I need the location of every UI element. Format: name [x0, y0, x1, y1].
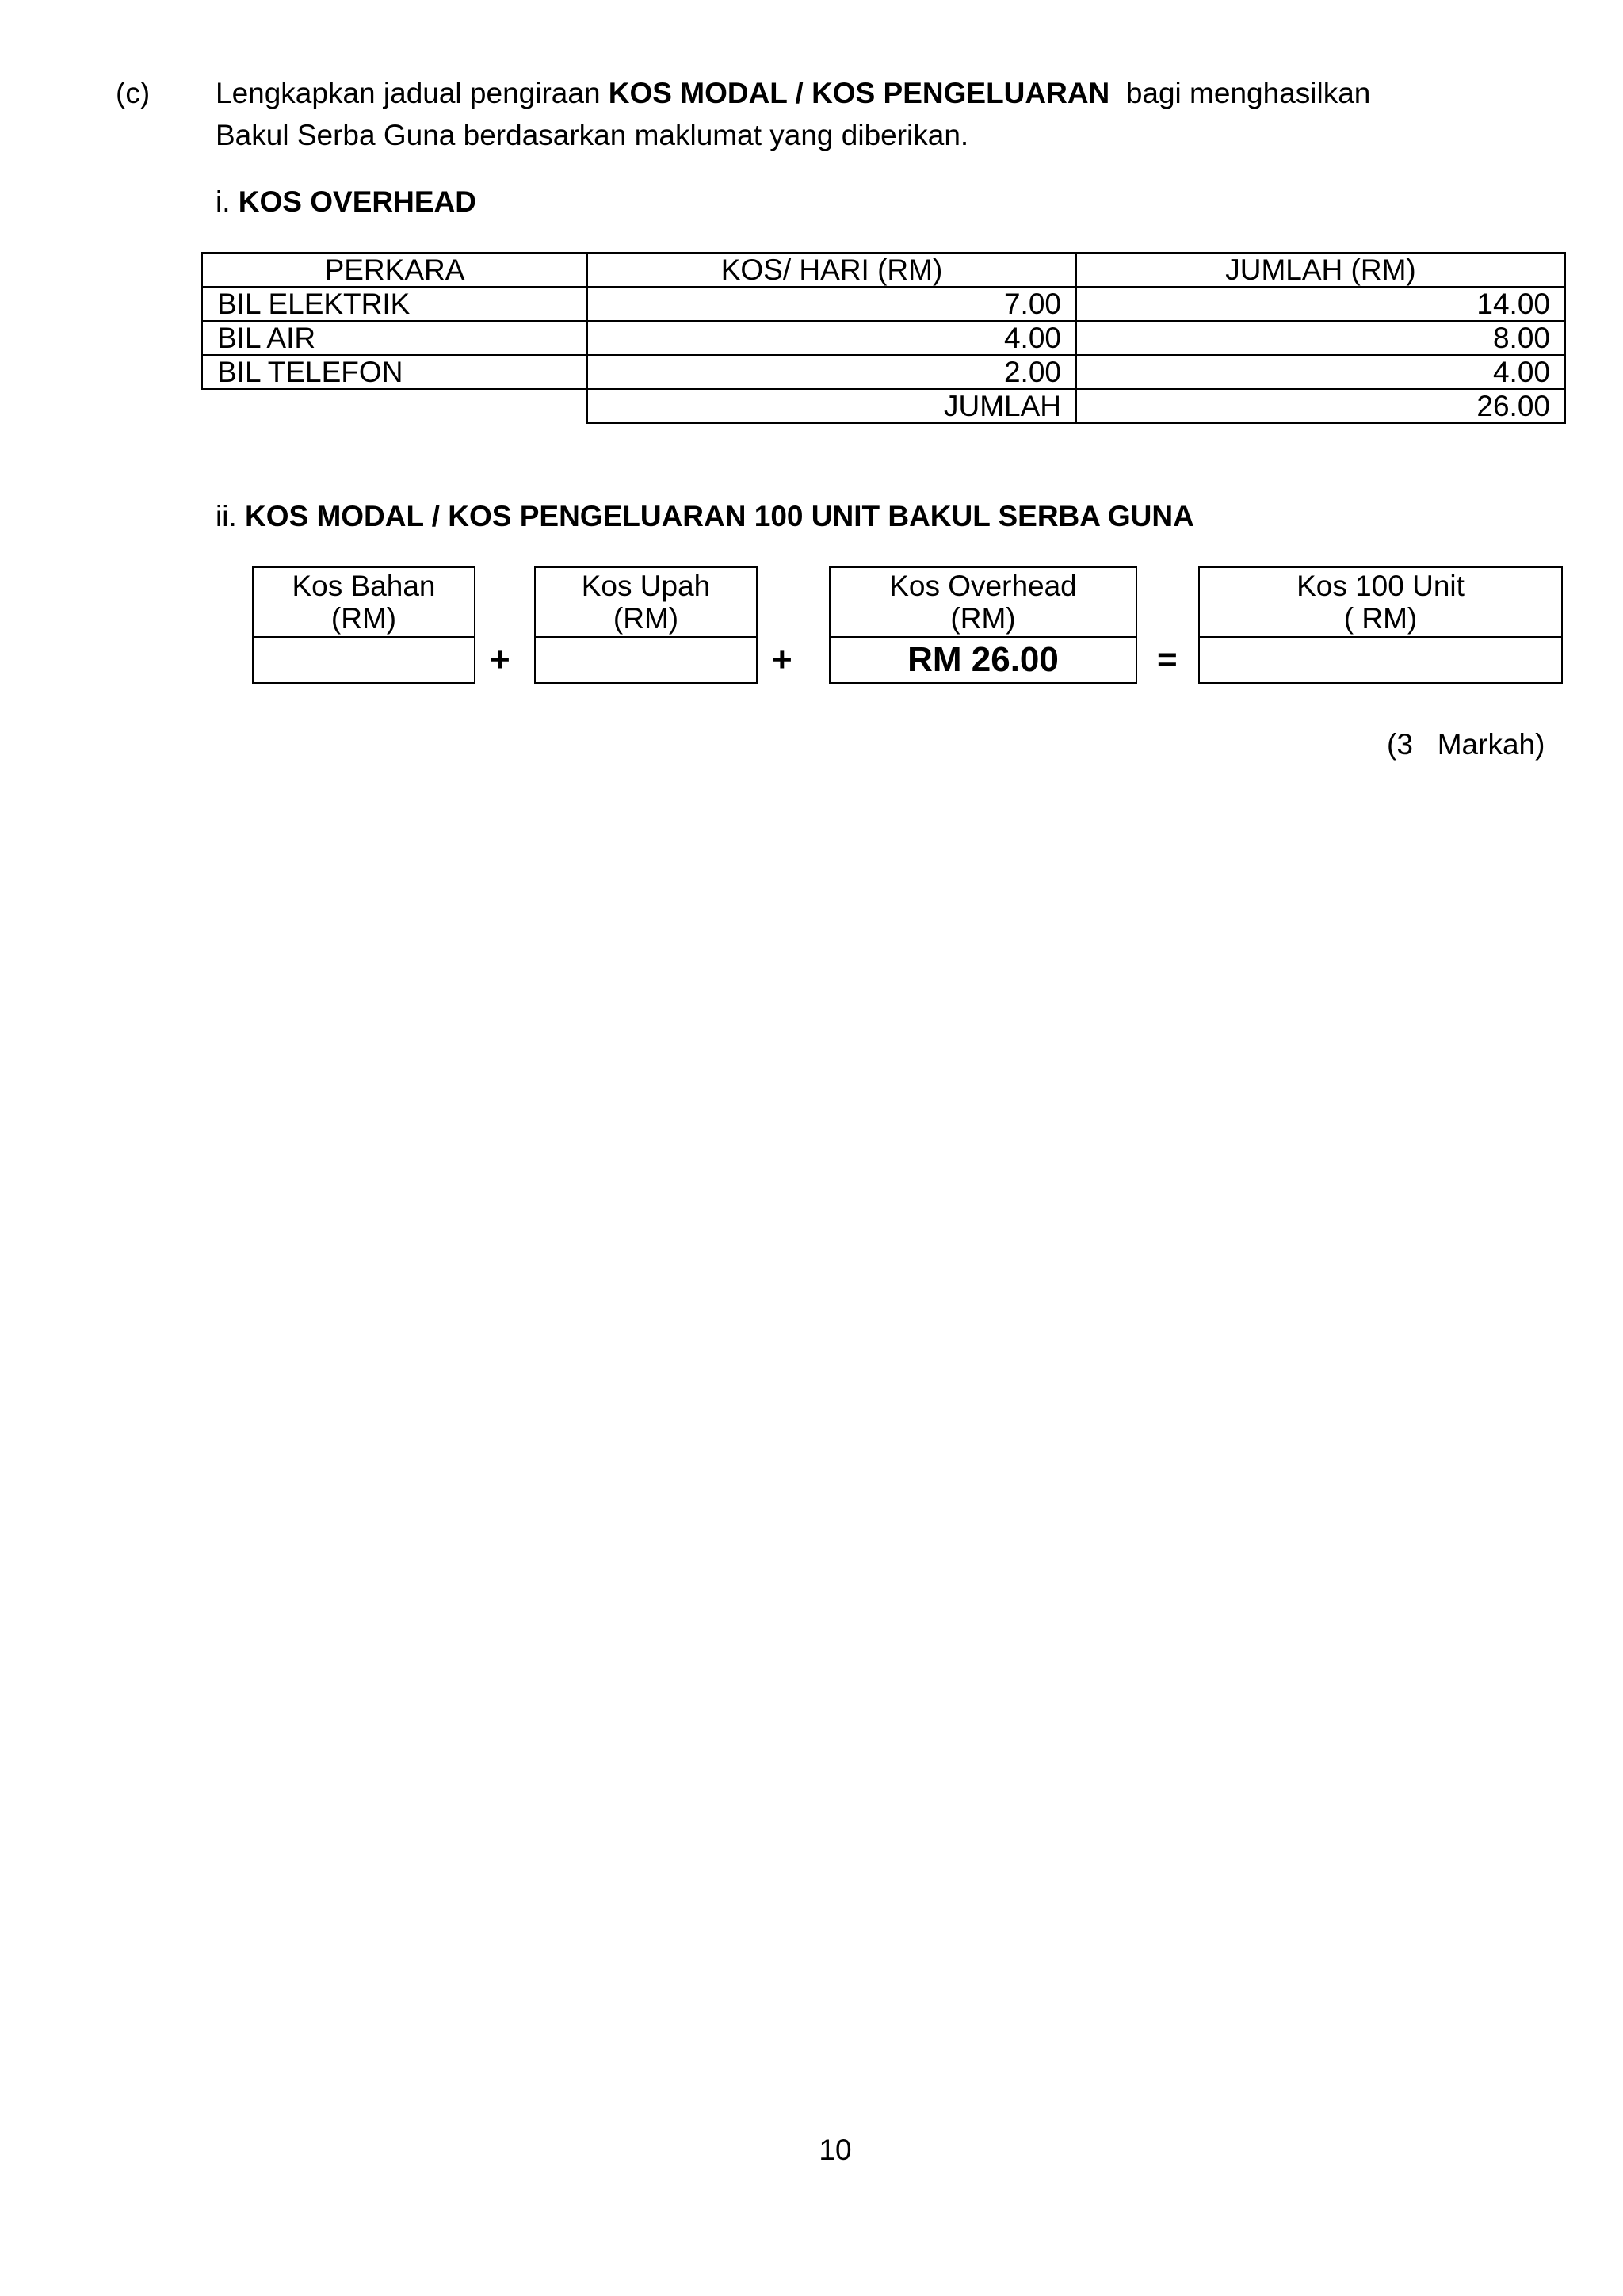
page-number: 10: [819, 2134, 852, 2166]
table-header-row: [202, 253, 1565, 287]
kos-overhead-label: Kos Overhead: [889, 570, 1077, 602]
kos-overhead-header: [831, 568, 1136, 638]
kos-overhead-value: RM 26.00: [907, 640, 1059, 679]
section-2-heading: [216, 499, 1194, 534]
question-line-1-text: Lengkapkan jadual pengiraan: [216, 77, 609, 109]
table-header-cell: JUMLAH (RM): [1076, 253, 1565, 287]
marks-label: (3 Markah): [1387, 728, 1545, 761]
plus-operator: +: [490, 640, 510, 679]
table-row: [202, 287, 1565, 321]
kos-overhead-unit: (RM): [950, 602, 1016, 635]
kos-bahan-label: Kos Bahan: [292, 570, 436, 602]
kos-100-unit-label: Kos 100 Unit: [1296, 570, 1465, 602]
table-blank-cell: [202, 389, 587, 423]
section-2-prefix: ii.: [216, 500, 245, 532]
kos-100-unit-value: [1200, 638, 1561, 682]
table-row: [202, 355, 1565, 389]
question-label: (c): [116, 77, 151, 109]
kos-upah-header: [536, 568, 756, 638]
question-line-1: [216, 76, 1370, 111]
table-total-value: 26.00: [1076, 389, 1565, 423]
kos-100-unit-box: [1198, 566, 1563, 684]
table-cell-total: 8.00: [1076, 321, 1565, 355]
table-total-label: JUMLAH: [587, 389, 1076, 423]
kos-overhead-box: [829, 566, 1137, 684]
section-2-title: KOS MODAL / KOS PENGELUARAN 100 UNIT BAKUL SERBA GUNA: [245, 500, 1194, 532]
overhead-table: [201, 252, 1566, 424]
table-cell-item: BIL AIR: [202, 321, 587, 355]
table-row: [202, 321, 1565, 355]
kos-bahan-unit: (RM): [330, 602, 397, 635]
table-cell-total: 14.00: [1076, 287, 1565, 321]
kos-100-unit-header: [1200, 568, 1561, 638]
table-total-row: [202, 389, 1565, 423]
plus-operator: +: [772, 640, 792, 679]
kos-upah-value: [536, 638, 756, 682]
section-1-title: KOS OVERHEAD: [238, 185, 476, 218]
table-header-cell: PERKARA: [202, 253, 587, 287]
table-cell-item: BIL TELEFON: [202, 355, 587, 389]
table-header-cell: KOS/ HARI (RM): [587, 253, 1076, 287]
table-cell-daily-cost: 7.00: [587, 287, 1076, 321]
kos-bahan-box: [252, 566, 475, 684]
kos-upah-unit: (RM): [613, 602, 679, 635]
table-cell-daily-cost: 2.00: [587, 355, 1076, 389]
table-cell-daily-cost: 4.00: [587, 321, 1076, 355]
section-1-heading: [216, 185, 476, 219]
equals-operator: =: [1157, 640, 1178, 679]
kos-upah-box: [534, 566, 758, 684]
kos-100-unit-unit: ( RM): [1343, 602, 1418, 635]
table-cell-total: 4.00: [1076, 355, 1565, 389]
kos-bahan-value: [254, 638, 474, 682]
question-line-1-tail: bagi menghasilkan: [1109, 77, 1371, 109]
section-1-prefix: i.: [216, 185, 239, 218]
table-cell-item: BIL ELEKTRIK: [202, 287, 587, 321]
kos-upah-label: Kos Upah: [581, 570, 711, 602]
question-line-2: Bakul Serba Guna berdasarkan maklumat yang diberikan.: [216, 119, 969, 151]
question-line-1-bold: KOS MODAL / KOS PENGELUARAN: [608, 77, 1110, 109]
kos-bahan-header: [254, 568, 474, 638]
